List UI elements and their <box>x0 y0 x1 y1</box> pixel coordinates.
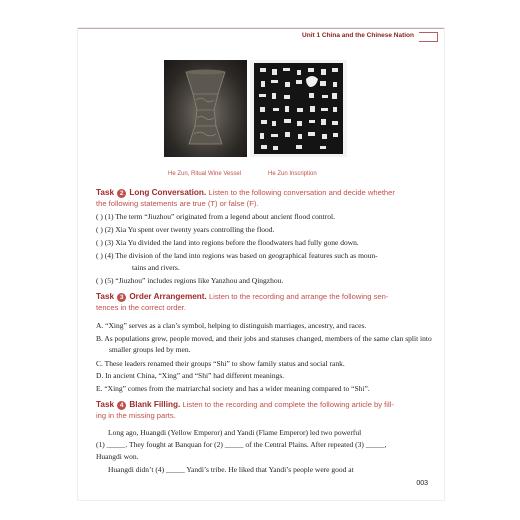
vessel-photo <box>164 60 247 157</box>
task2-label: Task <box>96 188 115 197</box>
task2-instruction: Listen to the following conversation and decide whether <box>208 188 395 197</box>
task2-statement-2: ( ) (2) Xia Yu spent over twenty years controlling the flood. <box>96 225 275 234</box>
textbook-page <box>78 28 444 500</box>
task2-statement-5: ( ) (5) “Jiuzhou” includes regions like Yanzhou and Qingzhou. <box>96 276 284 285</box>
page-number: 003 <box>416 480 428 487</box>
task3-sentence-c: C. These leaders renamed their groups “Shi” to show family status and social rank. <box>96 359 345 368</box>
task3-instruction-cont: tences in the correct order. <box>96 303 186 312</box>
task3-heading <box>96 291 426 313</box>
task4-number: 4 <box>117 401 126 410</box>
task3-number: 3 <box>117 293 126 302</box>
task4-line-2: (1) _____. They fought at Banquan for (2) _____ of the Central Plains. After repeated (3) _____, <box>96 440 387 449</box>
page-header <box>78 28 444 47</box>
task4-instruction-cont: ing in the missing parts. <box>96 411 176 420</box>
task3-instruction: Listen to the recording and arrange the following sen- <box>208 292 389 301</box>
task4-line-1: Long ago, Huangdi (Yellow Emperor) and Yandi (Flame Emperor) led two powerful <box>108 428 362 437</box>
task2-heading <box>96 187 426 209</box>
task2-statement-4: ( ) (4) The division of the land into regions was based on geographical features such as moun- <box>96 251 378 260</box>
task2-statement-1: ( ) (1) The term “Jiuzhou” originated from a legend about ancient flood control. <box>96 212 335 221</box>
task3-sentence-e: E. “Xing” comes from the matriarchal society and has a wider meaning compared to “Shi”. <box>96 384 370 393</box>
task4-instruction: Listen to the recording and complete the following article by fill- <box>182 400 394 409</box>
task3-title: Order Arrangement. <box>129 292 207 301</box>
task3-label: Task <box>96 292 115 301</box>
task2-statement-4-cont: tains and rivers. <box>132 263 180 272</box>
task3-sentence-d: D. In ancient China, “Xing” and “Shi” had different meanings. <box>96 371 285 380</box>
task4-heading <box>96 399 426 421</box>
task2-statement-3: ( ) (3) Xia Yu divided the land into regions before the floodwaters had fully gone down. <box>96 238 359 247</box>
task3-sentence-b: B. As populations grew, people moved, and their jobs and statuses changed, members of the same clan split into smaller groups led by men. <box>96 334 432 354</box>
task4-title: Blank Filling. <box>129 400 181 409</box>
task2-number: 2 <box>117 189 126 198</box>
header-tab-decoration <box>419 32 438 42</box>
task3-sentence-a: A. “Xing” serves as a clan’s symbol, helping to distinguish marriages, ancestry, and races. <box>96 321 367 330</box>
inscription-caption: He Zun Inscription <box>268 171 317 177</box>
vessel-caption: He Zun, Ritual Wine Vessel <box>168 171 242 177</box>
task4-label: Task <box>96 400 115 409</box>
unit-label: Unit 1 China and the Chinese Nation <box>302 32 414 39</box>
task4-line-4: Huangdi didn’t (4) _____ Yandi’s tribe. He liked that Yandi’s people were good at <box>108 465 354 474</box>
task2-instruction-cont: the following statements are true (T) or false (F). <box>96 199 259 208</box>
task2-title: Long Conversation. <box>129 188 207 197</box>
inscription-photo <box>250 60 347 157</box>
task4-line-3: Huangdi won. <box>96 452 139 461</box>
